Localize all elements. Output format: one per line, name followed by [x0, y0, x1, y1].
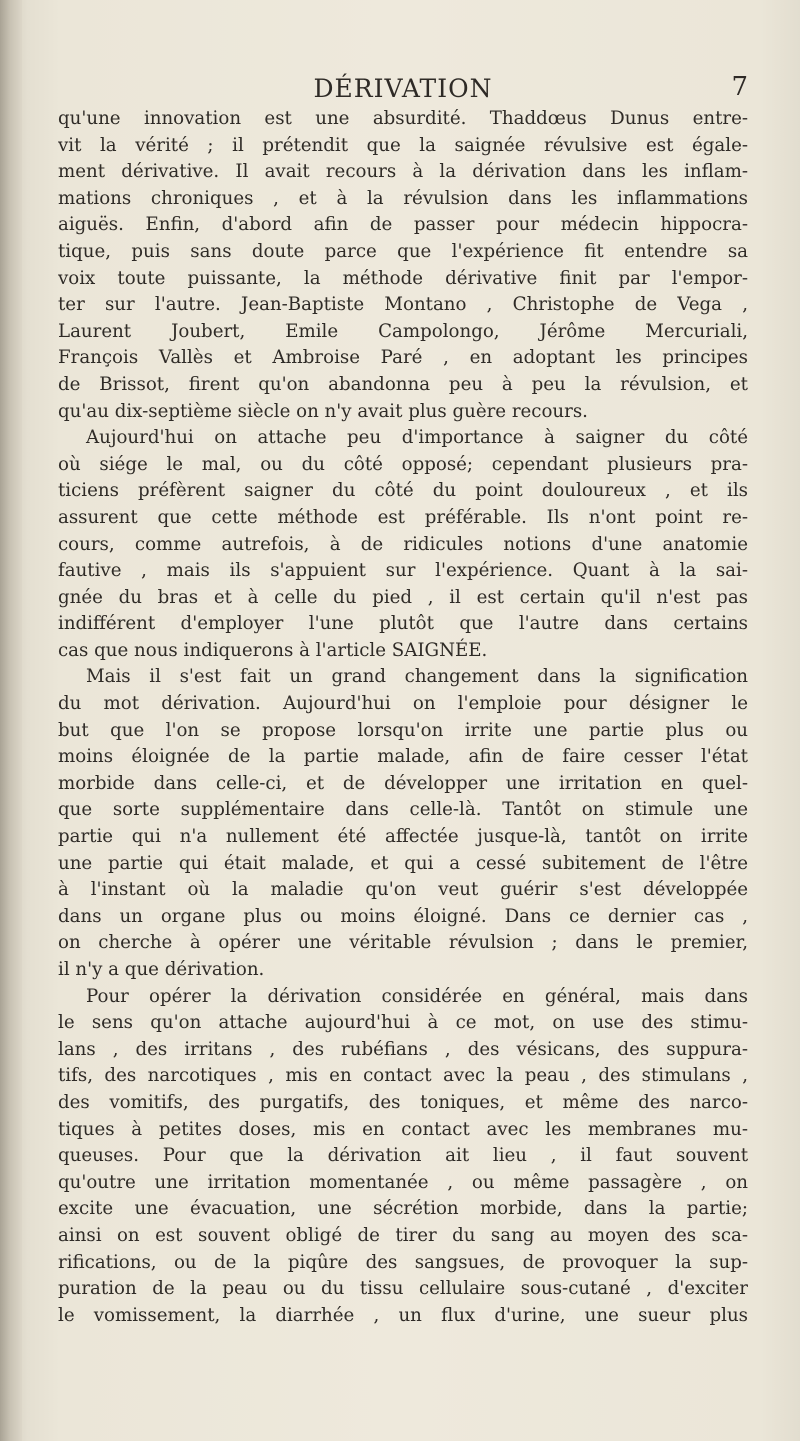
- text-line: ticiens préfèrent saigner du côté du point douloureux , et ils: [58, 480, 748, 502]
- text-line: du mot dérivation. Aujourd'hui on l'emploie pour désigner le: [58, 693, 748, 715]
- text-line: tiques à petites doses, mis en contact avec les membranes mu-: [58, 1118, 748, 1140]
- text-line: dans un organe plus ou moins éloigné. Dans ce dernier cas ,: [58, 905, 748, 927]
- text-line: indifférent d'employer l'une plutôt que l'autre dans certains: [58, 613, 748, 635]
- text-line: il n'y a que dérivation.: [58, 959, 265, 980]
- text-line: rifications, ou de la piqûre des sangsues, de provoquer la sup-: [58, 1251, 748, 1273]
- text-line: une partie qui était malade, et qui a cessé subitement de l'être: [58, 852, 748, 874]
- text-line: le vomissement, la diarrhée , un flux d'urine, une sueur plus: [58, 1304, 748, 1326]
- text-line: cours, comme autrefois, à de ridicules notions d'une anatomie: [58, 533, 748, 555]
- page-number: 7: [731, 72, 748, 102]
- text-line: de Brissot, firent qu'on abandonna peu à peu la révulsion, et: [58, 373, 748, 395]
- text-line: tique, puis sans doute parce que l'expérience fit entendre sa: [58, 240, 748, 262]
- body-text: [58, 106, 748, 1329]
- text-line: des vomitifs, des purgatifs, des toniques, et même des narco-: [58, 1091, 748, 1113]
- text-line: François Vallès et Ambroise Paré , en adoptant les principes: [58, 347, 748, 369]
- text-line: but que l'on se propose lorsqu'on irrite une partie plus ou: [58, 719, 748, 741]
- text-line: voix toute puissante, la méthode dérivative finit par l'empor-: [58, 267, 748, 289]
- text-line: que sorte supplémentaire dans celle-là. Tantôt on stimule une: [58, 799, 748, 821]
- text-line: Mais il s'est fait un grand changement dans la signification: [86, 666, 748, 688]
- text-line: où siége le mal, ou du côté opposé; cependant plusieurs pra-: [58, 453, 748, 475]
- text-line: ainsi on est souvent obligé de tirer du sang au moyen des sca-: [58, 1224, 748, 1246]
- text-line: Pour opérer la dérivation considérée en général, mais dans: [86, 985, 748, 1007]
- text-line: à l'instant où la maladie qu'on veut guérir s'est développée: [58, 879, 748, 901]
- text-line: Laurent Joubert, Emile Campolongo, Jérôme Mercuriali,: [58, 320, 748, 342]
- text-line: cas que nous indiquerons à l'article SAIGNÉE.: [58, 639, 488, 661]
- text-line: lans , des irritans , des rubéfians , des vésicans, des suppura-: [58, 1038, 748, 1060]
- text-line: moins éloignée de la partie malade, afin de faire cesser l'état: [58, 746, 748, 768]
- text-line: vit la vérité ; il prétendit que la saignée révulsive est égale-: [58, 134, 748, 156]
- text-line: morbide dans celle-ci, et de développer une irritation en quel-: [58, 772, 748, 794]
- text-line: assurent que cette méthode est préférable. Ils n'ont point re-: [58, 506, 748, 528]
- text-line: ment dérivative. Il avait recours à la dérivation dans les inflam-: [58, 161, 748, 183]
- page-gutter: [0, 0, 22, 1441]
- text-line: le sens qu'on attache aujourd'hui à ce mot, on use des stimu-: [58, 1012, 748, 1034]
- text-line: aiguës. Enfin, d'abord afin de passer pour médecin hippocra-: [58, 214, 748, 236]
- text-line: on cherche à opérer une véritable révulsion ; dans le premier,: [58, 932, 748, 954]
- text-line: fautive , mais ils s'appuient sur l'expérience. Quant à la sai-: [58, 560, 748, 582]
- page-header: [58, 68, 748, 108]
- text-line: qu'une innovation est une absurdité. Thaddœus Dunus entre-: [58, 108, 748, 129]
- text-line: queuses. Pour que la dérivation ait lieu , il faut souvent: [58, 1145, 748, 1167]
- text-line: mations chroniques , et à la révulsion dans les inflammations: [58, 187, 748, 209]
- text-line: Aujourd'hui on attache peu d'importance à saigner du côté: [86, 427, 748, 449]
- text-line: gnée du bras et à celle du pied , il est certain qu'il n'est pas: [58, 586, 748, 608]
- text-line: partie qui n'a nullement été affectée jusque-là, tantôt on irrite: [58, 826, 748, 848]
- text-line: tifs, des narcotiques , mis en contact avec la peau , des stimulans ,: [58, 1065, 748, 1087]
- text-line: qu'outre une irritation momentanée , ou même passagère , on: [58, 1171, 748, 1193]
- text-line: excite une évacuation, une sécrétion morbide, dans la partie;: [58, 1198, 748, 1220]
- running-title: DÉRIVATION: [313, 74, 493, 103]
- text-line: qu'au dix-septième siècle on n'y avait plus guère recours.: [58, 400, 588, 422]
- text-line: puration de la peau ou du tissu cellulaire sous-cutané , d'exciter: [58, 1278, 748, 1300]
- text-line: ter sur l'autre. Jean-Baptiste Montano , Christophe de Vega ,: [58, 294, 748, 316]
